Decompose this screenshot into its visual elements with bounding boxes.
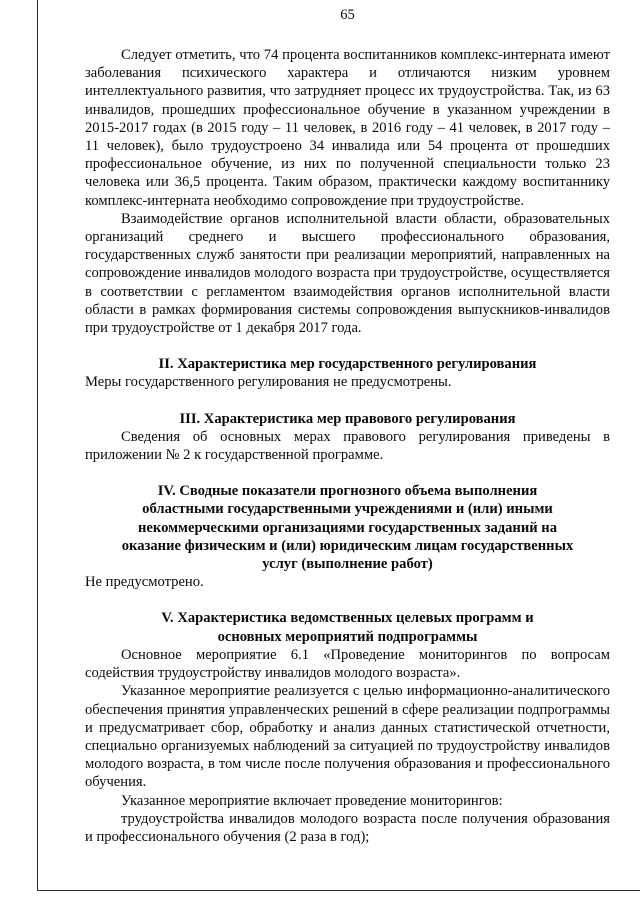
heading-section-iii: III. Характеристика мер правового регулирования — [179, 410, 516, 427]
paragraph-employment-stats: Следует отметить, что 74 процента воспитанников комплекс-интерната имеют заболевания психического характера и отличаются низким уровнем интеллектуального развития, что затрудняет процесс их трудоустройства. Так, из 63 инвалидов, прошедших профессиональное обучение в указанном учреждении в 2015-2017 годах (в 2015 году – 11 человек, в 2016 году – 41 человек, в 2017 году – 11 человек), было трудоустроено 34 инвалида или 54 процента от прошедших профессиональное обучение, из них по полученной специальности только 23 человека или 36,5 процента. Таким образом, практически каждому воспитаннику комплекс-интерната необходимо сопровождение при трудоустройстве. — [85, 47, 610, 209]
page-left-border — [37, 0, 38, 891]
paragraph-state-regulation: Меры государственного регулирования не предусмотрены. — [85, 374, 452, 391]
paragraph-legal-regulation: Сведения об основных мерах правового регулирования приведены в приложении № 2 к государственной программе. — [85, 428, 610, 464]
heading-section-iv: IV. Сводные показатели прогнозного объема выполнения областными государственными учреждениями и (или) иными некоммерческими организациями государственных заданий на оказание физическим и (или) юридическим лицам государственных услуг (выполнение работ) — [121, 483, 574, 573]
heading-section-v: V. Характеристика ведомственных целевых программ и основных мероприятий подпрограммы — [161, 610, 534, 645]
page-number: 65 — [340, 7, 355, 23]
paragraph-monitoring-intro: Указанное мероприятие включает проведение мониторингов: — [121, 792, 503, 809]
paragraph-main-activity: Основное мероприятие 6.1 «Проведение мониторингов по вопросам содействия трудоустройству инвалидов молодого возраста». — [85, 646, 610, 682]
page-bottom-border — [37, 890, 640, 891]
document-content — [85, 6, 610, 846]
paragraph-monitoring-item: трудоустройства инвалидов молодого возраста после получения образования и профессионального обучения (2 раза в год); — [85, 810, 610, 845]
paragraph-not-provided: Не предусмотрено. — [85, 574, 204, 591]
heading-section-ii: II. Характеристика мер государственного регулирования — [158, 356, 537, 373]
paragraph-interagency-cooperation: Взаимодействие органов исполнительной власти области, образовательных организаций среднего и высшего профессионального образования, государственных служб занятости при реализации мероприятий, направленных на сопровождение инвалидов молодого возраста при трудоустройстве, осуществляется в соответствии с регламентом взаимодействия органов исполнительной власти области в рамках формирования системы сопровождения выпускников-инвалидов при трудоустройстве от 1 декабря 2017 года. — [85, 210, 610, 337]
paragraph-activity-purpose: Указанное мероприятие реализуется с целью информационно-аналитического обеспечения принятия управленческих решений в сфере реализации подпрограммы и предусматривает сбор, обработку и анализ данных статистической отчетности, специально организуемых наблюдений за ситуацией по трудоустройству инвалидов молодого возраста, в том числе после получения образования и профессионального обучения. — [85, 683, 610, 791]
